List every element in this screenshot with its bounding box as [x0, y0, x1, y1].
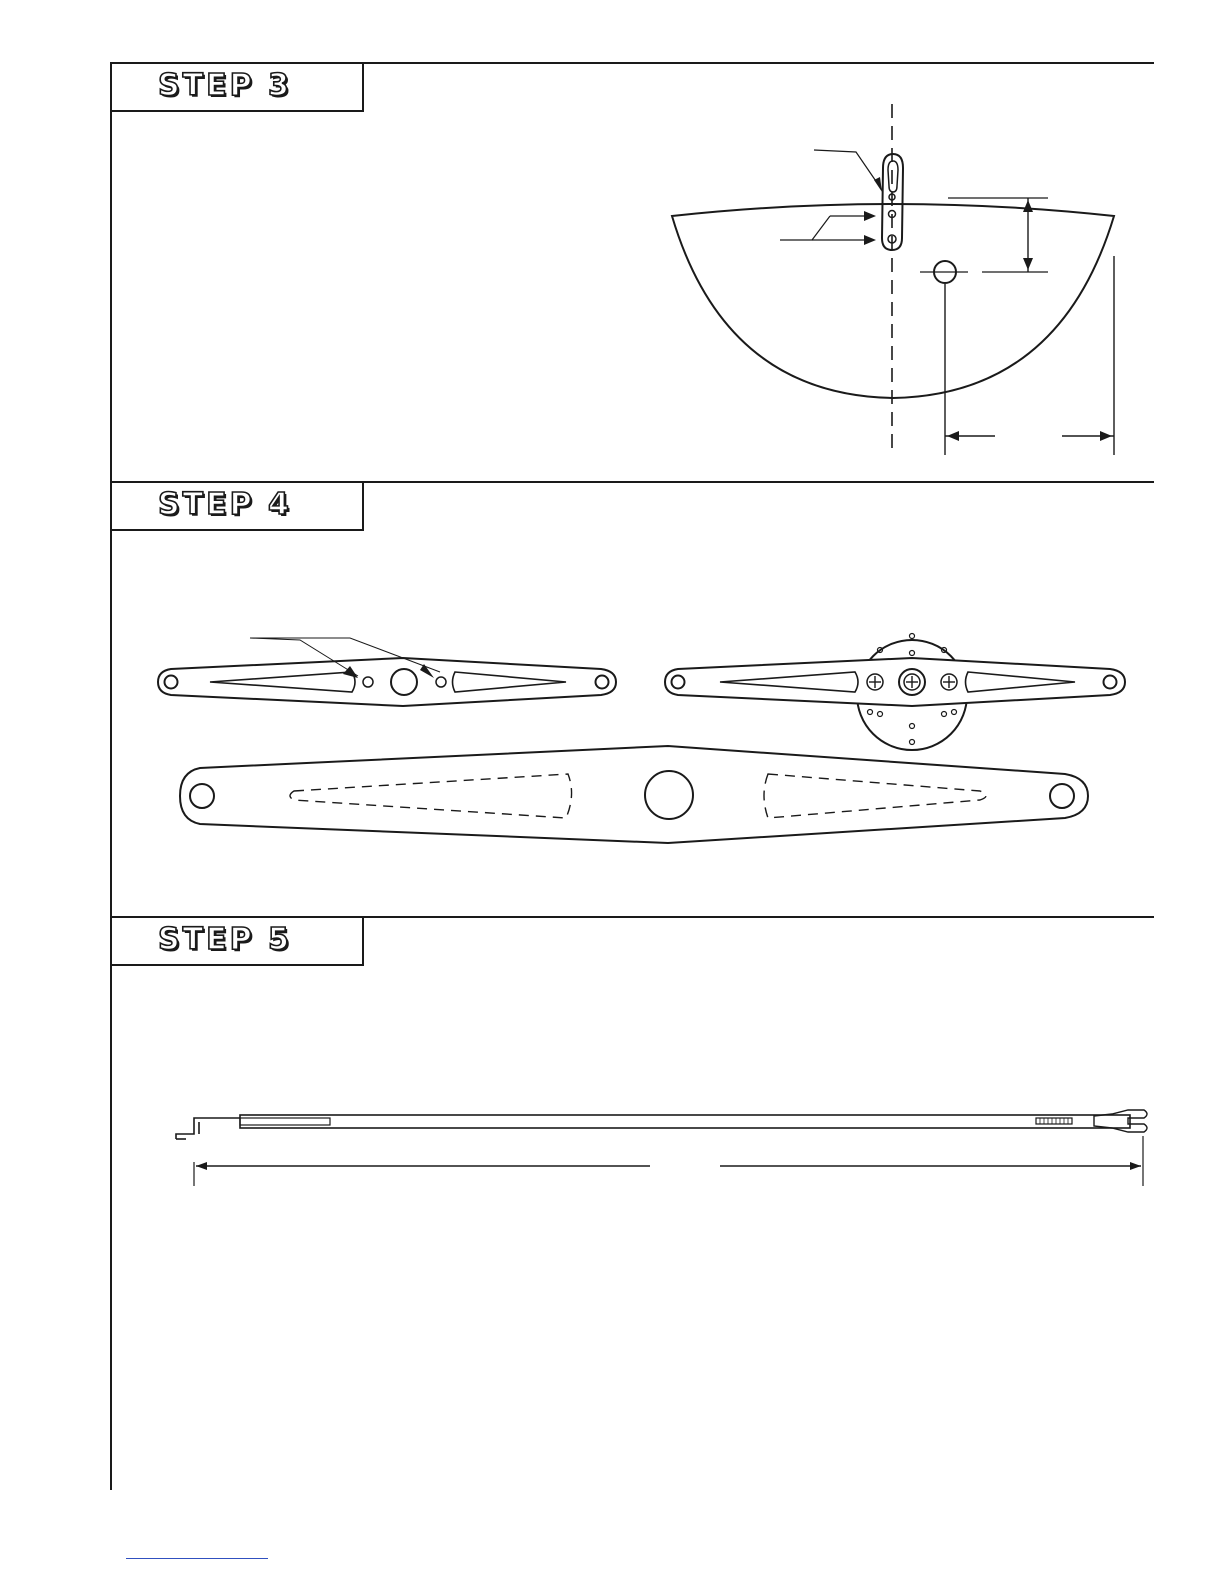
servo-arm-mounted: [665, 658, 1125, 706]
arrowhead-length-left: [196, 1162, 207, 1170]
arrowhead-hole-b: [864, 235, 876, 245]
step-4-header: [110, 481, 364, 531]
arrowhead-dim-left: [947, 431, 959, 441]
drill-hole-right: [436, 677, 446, 687]
step-5-header: [110, 916, 364, 966]
arrowhead-dim-top: [1023, 200, 1033, 212]
large-arm-end-hole-right: [1050, 784, 1074, 808]
step-4-servo-arm-diagram: [0, 600, 1224, 900]
arm-slot-right: [453, 672, 567, 692]
pushrod-tube: [240, 1115, 1130, 1128]
arrowhead-drill-right: [420, 664, 434, 678]
large-arm-hub-hole: [645, 771, 693, 819]
arrowhead-dim-bottom: [1023, 258, 1033, 270]
leader-to-drill-right: [250, 638, 440, 672]
arm-end-hole-left: [165, 676, 178, 689]
control-surface-outline: [672, 204, 1114, 398]
arrowhead-length-right: [1130, 1162, 1141, 1170]
threaded-end: [1036, 1118, 1072, 1124]
drill-hole-left: [363, 677, 373, 687]
servo-arm-large: [180, 746, 1088, 843]
arm-end-hole-right: [596, 676, 609, 689]
pushrod-sleeve: [240, 1118, 330, 1125]
arm-slot-left: [210, 672, 355, 692]
large-arm-slot-right: [764, 774, 986, 818]
leader-to-drill-left: [250, 638, 358, 676]
arrowhead-dim-right: [1100, 431, 1112, 441]
leader-to-slot: [814, 150, 882, 190]
step-5-title: STEP 5: [158, 922, 292, 957]
footer-link-underline: [126, 1558, 268, 1559]
step-5-pushrod-diagram: [0, 1100, 1224, 1190]
arrowhead-hole-a: [864, 211, 876, 221]
servo-arm-small-left: [158, 658, 616, 706]
large-arm-slot-left: [290, 774, 572, 818]
step-3-title: STEP 3: [158, 68, 292, 103]
large-arm-end-hole-left: [190, 784, 214, 808]
horn-slot: [888, 161, 898, 192]
step-3-control-surface-diagram: [0, 100, 1224, 470]
pushrod-z-bend: [176, 1118, 240, 1139]
arm-hub-hole: [391, 669, 417, 695]
step-4-title: STEP 4: [158, 487, 292, 522]
